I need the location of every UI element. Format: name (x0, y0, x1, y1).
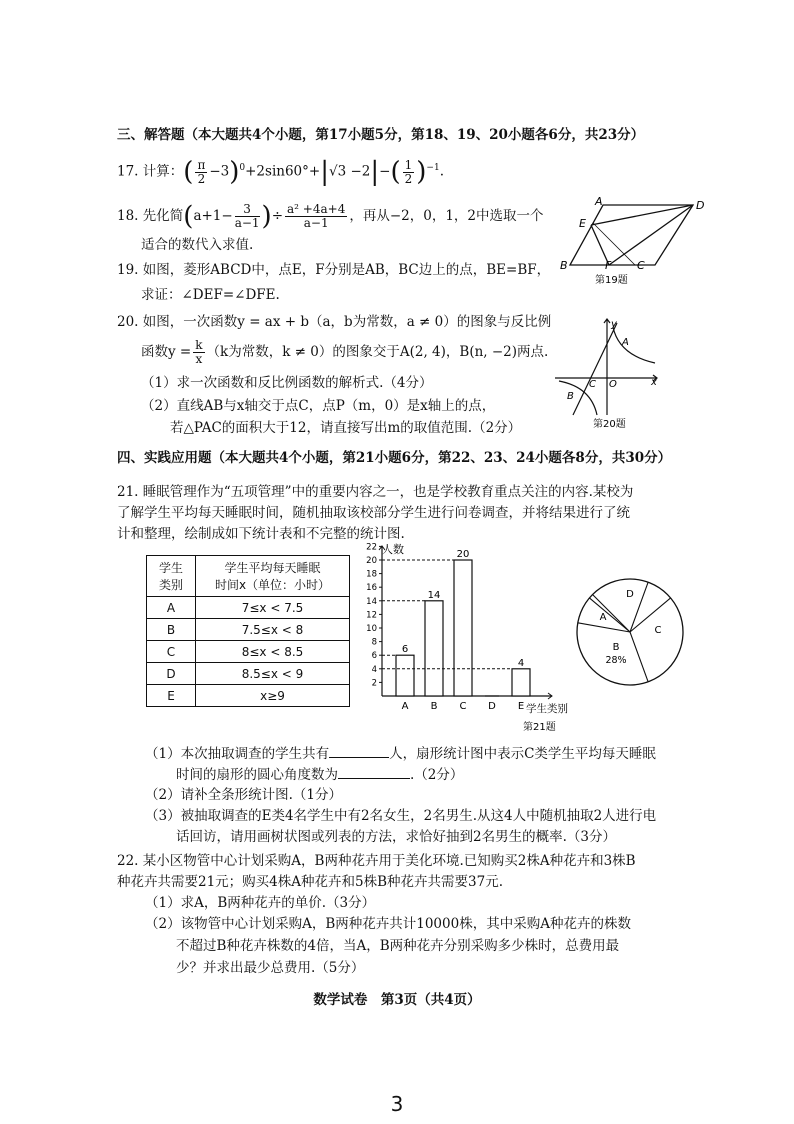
svg-text:F: F (605, 259, 612, 272)
table-row: E x≥9 (147, 685, 350, 707)
q20-line1: 20. 如图，一次函数y = ax + b（a，b为常数，a ≠ 0）的图象与反比例 (117, 314, 552, 330)
figure-20 (555, 315, 665, 433)
x-tick-label: D (488, 701, 496, 712)
svg-text:第20题: 第20题 (593, 419, 626, 430)
q22-sub2b: 不超过B种花卉株数的4倍，当A，B两种花卉分别采购多少株时，总费用最 (176, 938, 620, 954)
q22-line2: 种花卉共需要21元；购买4株A种花卉和5株B种花卉共需要37元. (117, 874, 503, 890)
y-tick-label: 10 (366, 624, 377, 634)
svg-text:D: D (696, 199, 705, 212)
q21-sub1a: （1）本次抽取调查的学生共有 人，扇形统计图中表示C类学生平均每天睡眠 (145, 743, 656, 764)
svg-text:C: C (589, 379, 596, 390)
bar-data-label: 6 (401, 644, 409, 656)
answer-blank[interactable] (338, 764, 410, 779)
q21-line1: 21. 睡眠管理作为“五项管理”中的重要内容之一，也是学校教育重点关注的内容.某校为 (117, 484, 634, 500)
svg-text:y: y (611, 319, 617, 330)
svg-text:x: x (651, 377, 657, 388)
x-tick-label: E (517, 701, 525, 712)
q20-sub2b: 若△PAC的面积大于12，请直接写出m的取值范围.（2分） (170, 420, 522, 436)
bar-data-label: 20 (456, 549, 470, 560)
table-row: A 7≤x < 7.5 (147, 597, 350, 619)
bar-caption: 第21题 (523, 722, 556, 733)
svg-text:A: A (622, 337, 629, 348)
svg-text:O: O (609, 379, 617, 390)
section3-header: 三、解答题（本大题共4个小题，第17小题5分，第18、19、20小题各6分，共23分） (117, 127, 645, 143)
q21-sub3a: （3）被抽取调查的E类4名学生中有2名女生，2名男生.从这4人中随机抽取2人进行电 (145, 808, 657, 824)
q21-line2: 了解学生平均每天睡眠时间，随机抽取该校部分学生进行问卷调查，并将结果进行了统 (117, 505, 630, 521)
pie-annotation: 28% (605, 655, 627, 666)
table-row: B 7.5≤x < 8 (147, 619, 350, 641)
y-tick-label: 22 (366, 542, 377, 553)
table-head-time: 学生平均每天睡眠 时间x（单位：小时） (196, 556, 350, 597)
figure-19 (555, 195, 705, 287)
pie-label-C: C (654, 625, 662, 636)
table-row: C 8≤x < 8.5 (147, 641, 350, 663)
y-tick-label: 4 (371, 664, 377, 675)
footer-text: 数学试卷 第3页（共4页） (313, 992, 481, 1008)
q17-label: 计算： (142, 163, 184, 180)
q21-sub2: （2）请补全条形统计图.（1分） (145, 787, 342, 803)
q19-line1: 19. 如图，菱形ABCD中，点E，F分别是AB，BC边上的点，BE=BF， (117, 262, 551, 278)
q20-line2: 函数y = $\frac{k}{x}$ （k为常数，k ≠ 0）的图象交于A(2, 4)，B(n, −2)两点. (141, 338, 549, 366)
x-tick-label: A (401, 701, 409, 712)
y-tick-label: 16 (366, 583, 377, 594)
y-tick-label: 2 (371, 678, 377, 689)
y-tick-label: 18 (366, 569, 377, 580)
bar-A (396, 655, 414, 696)
q22-line1: 22. 某小区物管中心计划采购A，B两种花卉用于美化环境.已知购买2株A种花卉和3株B (117, 853, 636, 869)
x-tick-label: C (459, 701, 467, 712)
answer-blank[interactable] (329, 743, 389, 758)
section4-header: 四、实践应用题（本大题共4个小题，第21小题6分，第22、23、24小题各8分，共30分） (117, 450, 672, 466)
bar-data-label: 4 (517, 657, 525, 669)
q21-line3: 计和整理，绘制成如下统计表和不完整的统计图. (117, 526, 405, 542)
svg-text:A: A (595, 195, 603, 208)
bar-data-label: 14 (427, 589, 441, 601)
q18: 18. 先化简(a+1− $\frac{3}{a-1}$ )÷ $\frac{\text{a² +4a+4}}{a-1}$ ，再从−2，0，1，2中选取一个 (117, 201, 544, 232)
y-tick-label: 8 (371, 637, 377, 648)
y-tick-label: 12 (366, 610, 377, 621)
svg-text:B: B (560, 259, 568, 272)
table-head-category: 学生 类别 (147, 556, 196, 597)
bar-ylabel: 人数 (382, 543, 404, 556)
q17: 17. 计算：( $\frac{\pi}{2}$ −3)$^0$+2sin60°+|√3 −2|−( $\frac{1}{2}$ )$^{-1}$. (117, 157, 444, 187)
bar-B (425, 601, 443, 696)
x-tick-label: B (430, 701, 438, 712)
pie-label-A: A (599, 612, 607, 623)
q20-sub1: （1）求一次函数和反比例函数的解析式.（4分） (141, 375, 433, 391)
q19-line2: 求证：∠DEF=∠DFE. (141, 287, 280, 303)
svg-text:C: C (637, 259, 645, 272)
q21-sub3b: 话回访，请用画树状图或列表的方法，求恰好抽到2名男生的概率.（3分） (176, 829, 616, 845)
pie-chart-21 (570, 575, 690, 695)
y-tick-label: 14 (366, 596, 377, 607)
pie-label-D: D (626, 589, 634, 600)
bar-xlabel: 学生类别 (526, 703, 568, 715)
bar-E (512, 669, 530, 696)
q18-line2: 适合的数代入求值. (141, 237, 254, 253)
q20-sub2a: （2）直线AB与x轴交于点C，点P（m，0）是x轴上的点， (141, 398, 496, 414)
y-tick-label: 20 (366, 556, 377, 566)
q22-sub2c: 少？并求出最少总费用.（5分） (176, 960, 365, 976)
y-tick-label: 6 (371, 651, 377, 662)
q21-sub1c: 时间的扇形的圆心角度数为 .（2分） (176, 764, 463, 785)
svg-text:第19题: 第19题 (595, 275, 628, 286)
page-number: 3 (390, 1092, 404, 1116)
q22-sub2a: （2）该物管中心计划采购A，B两种花卉共计10000株，其中采购A种花卉的株数 (145, 916, 631, 932)
q17-num: 17. (117, 163, 139, 180)
table-row: D 8.5≤x < 9 (147, 663, 350, 685)
bar-C (454, 560, 472, 696)
svg-text:B: B (567, 391, 574, 402)
svg-text:E: E (579, 217, 586, 230)
pie-label-B: B (612, 642, 620, 653)
q22-sub1: （1）求A，B两种花卉的单价.（3分） (145, 895, 376, 911)
table-21 (146, 555, 350, 707)
